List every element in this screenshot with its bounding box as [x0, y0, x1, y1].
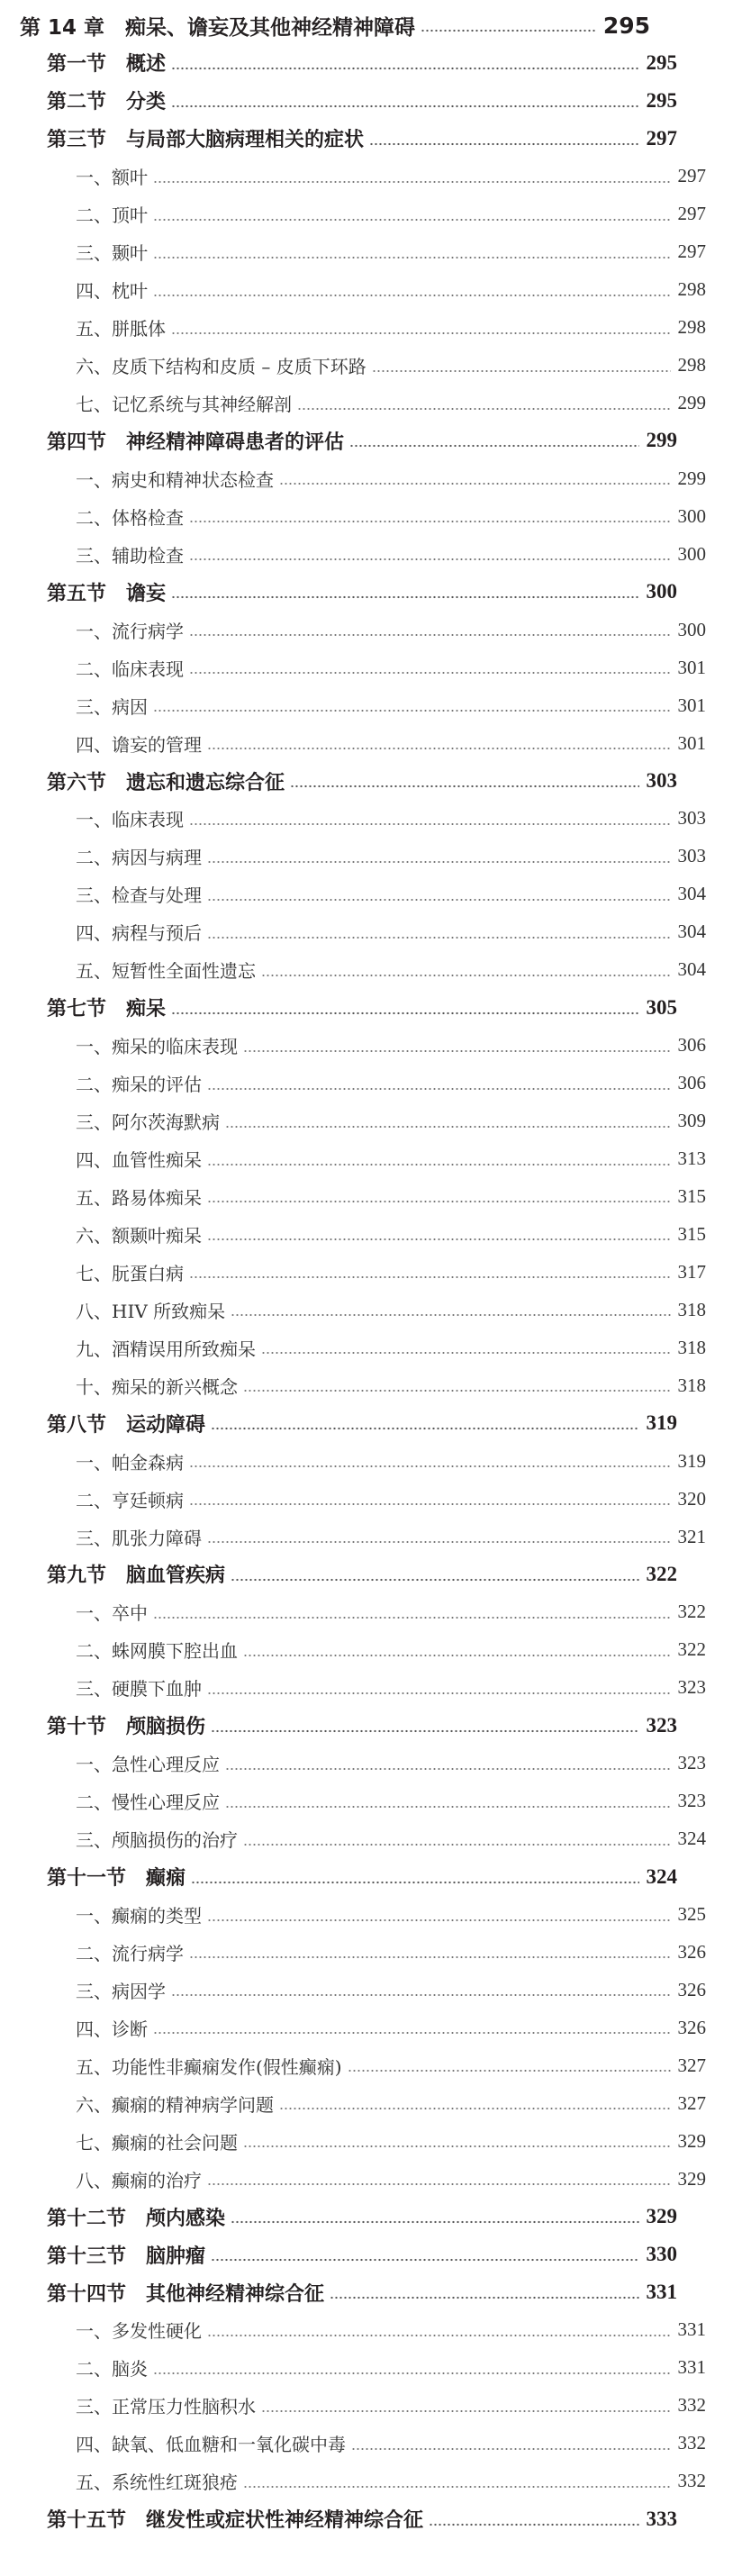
entry-title: 第十五节 继发性或症状性神经精神综合征 — [47, 2508, 424, 2533]
page-number: 319 — [646, 1411, 677, 1435]
entry-title: 二、脑炎 — [76, 2358, 148, 2381]
entry-title: 三、肌张力障碍 — [76, 1527, 202, 1549]
dot-leader — [207, 936, 671, 939]
entry-title: 二、临床表现 — [76, 658, 184, 680]
page-number: 333 — [646, 2507, 677, 2530]
subsection-entry[interactable] — [0, 876, 742, 912]
dot-leader — [243, 1389, 671, 1392]
dot-leader — [279, 482, 671, 485]
page-number: 330 — [646, 2243, 677, 2266]
subsection-entry[interactable] — [0, 2161, 742, 2197]
page-number: 332 — [677, 2394, 706, 2417]
entry-title: 第十一节 癫痫 — [47, 1866, 186, 1891]
entry-title: 五、路易体痴呆 — [76, 1186, 202, 1209]
page-number: 315 — [677, 1184, 706, 1207]
dot-leader — [231, 1313, 670, 1317]
dot-leader — [153, 294, 671, 297]
entry-title: 三、颞叶 — [76, 242, 148, 265]
page-number: 326 — [677, 1978, 706, 2000]
chapter-entry[interactable] — [0, 7, 670, 43]
dot-leader — [191, 1881, 638, 1884]
subsection-entry[interactable] — [0, 2009, 742, 2045]
section-entry[interactable] — [0, 2274, 713, 2310]
entry-title: 五、短暂性全面性遗忘 — [76, 960, 256, 983]
dot-leader — [171, 331, 671, 335]
entry-title: 一、多发性硬化 — [76, 2320, 202, 2343]
section-entry[interactable] — [0, 2501, 713, 2537]
entry-title: 六、皮质下结构和皮质 – 皮质下环路 — [76, 356, 366, 378]
dot-leader — [189, 1502, 671, 1506]
entry-title: 九、酒精误用所致痴呆 — [76, 1338, 256, 1360]
entry-title: 四、谵妄的管理 — [76, 733, 202, 756]
entry-title: 第七节 痴呆 — [47, 997, 167, 1021]
dot-leader — [171, 1011, 638, 1015]
subsection-entry[interactable] — [0, 2312, 742, 2348]
page-number: 329 — [677, 2167, 706, 2190]
entry-title: 三、阿尔茨海默病 — [76, 1111, 220, 1134]
subsection-entry[interactable] — [0, 310, 742, 346]
subsection-entry[interactable] — [0, 1443, 742, 1479]
page-number: 295 — [646, 50, 677, 74]
section-entry[interactable] — [0, 574, 713, 610]
dot-leader — [372, 369, 671, 373]
page-number: 306 — [677, 1034, 706, 1057]
entry-title: 三、辅助检查 — [76, 544, 184, 567]
dot-leader — [153, 2031, 671, 2035]
dot-leader — [207, 1087, 671, 1091]
section-entry[interactable] — [0, 83, 713, 119]
entry-title: 第 14 章 痴呆、谵妄及其他神经精神障碍 — [20, 15, 416, 40]
subsection-entry[interactable] — [0, 1821, 742, 1857]
page-number: 323 — [677, 1752, 706, 1774]
entry-title: 三、硬膜下血肿 — [76, 1678, 202, 1701]
section-entry[interactable] — [0, 422, 713, 458]
entry-title: 一、卒中 — [76, 1602, 148, 1625]
page-number: 301 — [677, 731, 706, 754]
subsection-entry[interactable] — [0, 1367, 742, 1403]
dot-leader — [171, 67, 638, 70]
section-entry[interactable] — [0, 1859, 713, 1895]
page-number: 327 — [677, 2091, 706, 2114]
dot-leader — [225, 1805, 671, 1809]
page-number: 300 — [677, 618, 706, 640]
page-number: 331 — [646, 2281, 677, 2303]
dot-leader — [211, 1427, 638, 1430]
entry-title: 第八节 运动障碍 — [47, 1412, 206, 1437]
entry-title: 三、病因 — [76, 695, 148, 718]
subsection-entry[interactable] — [0, 1783, 742, 1819]
subsection-entry[interactable] — [0, 725, 742, 761]
page-number: 299 — [677, 392, 706, 413]
entry-title: 四、病程与预后 — [76, 922, 202, 945]
page-number: 327 — [677, 2054, 706, 2076]
dot-leader — [211, 1729, 638, 1733]
page-number: 303 — [677, 807, 706, 830]
entry-title: 四、血管性痴呆 — [76, 1149, 202, 1171]
page-number: 299 — [646, 429, 677, 452]
entry-title: 十、痴呆的新兴概念 — [76, 1375, 238, 1398]
subsection-entry[interactable] — [0, 196, 742, 232]
dot-leader — [207, 2334, 671, 2337]
subsection-entry[interactable] — [0, 952, 742, 988]
subsection-entry[interactable] — [0, 1066, 742, 1102]
subsection-entry[interactable] — [0, 2047, 742, 2083]
entry-title: 八、癫痫的治疗 — [76, 2169, 202, 2191]
dot-leader — [290, 785, 638, 788]
entry-title: 三、检查与处理 — [76, 884, 202, 907]
entry-title: 一、额叶 — [76, 167, 148, 189]
subsection-entry[interactable] — [0, 649, 742, 685]
dot-leader — [330, 2296, 638, 2299]
dot-leader — [153, 180, 671, 184]
entry-title: 二、蛛网膜下腔出血 — [76, 1640, 238, 1663]
dot-leader — [153, 218, 671, 222]
dot-leader — [243, 2485, 671, 2489]
dot-leader — [348, 2069, 671, 2073]
subsection-entry[interactable] — [0, 460, 742, 496]
page-number: 297 — [677, 165, 706, 187]
page-number: 305 — [646, 995, 677, 1019]
subsection-entry[interactable] — [0, 612, 742, 648]
subsection-entry[interactable] — [0, 1934, 742, 1970]
dot-leader — [207, 898, 671, 902]
page-number: 298 — [677, 316, 706, 339]
page-number: 332 — [677, 2470, 706, 2492]
page-number: 299 — [677, 467, 706, 489]
page-number: 297 — [677, 240, 706, 263]
subsection-entry[interactable] — [0, 2350, 742, 2386]
subsection-entry[interactable] — [0, 1103, 742, 1139]
page-number: 322 — [646, 1562, 677, 1585]
entry-title: 一、流行病学 — [76, 620, 184, 642]
page-number: 331 — [677, 2318, 706, 2341]
subsection-entry[interactable] — [0, 385, 742, 422]
dot-leader — [429, 2523, 638, 2526]
section-entry[interactable] — [0, 763, 713, 799]
entry-title: 第十三节 脑肿瘤 — [47, 2244, 206, 2268]
section-entry[interactable] — [0, 2236, 713, 2272]
dot-leader — [243, 1654, 671, 1657]
entry-title: 一、急性心理反应 — [76, 1754, 220, 1776]
page-number: 295 — [646, 88, 677, 112]
dot-leader — [189, 520, 671, 523]
page-number: 332 — [677, 2432, 706, 2454]
entry-title: 四、诊断 — [76, 2018, 148, 2040]
subsection-entry[interactable] — [0, 1329, 742, 1365]
entry-title: 第三节 与局部大脑病理相关的症状 — [47, 128, 365, 152]
page-number: 325 — [677, 1903, 706, 1925]
subsection-entry[interactable] — [0, 1670, 742, 1706]
page-number: 297 — [677, 203, 706, 225]
entry-title: 三、正常压力性脑积水 — [76, 2396, 256, 2418]
subsection-entry[interactable] — [0, 2085, 742, 2121]
entry-title: 二、痴呆的评估 — [76, 1074, 202, 1096]
section-entry[interactable] — [0, 45, 713, 81]
entry-title: 三、颅脑损伤的治疗 — [76, 1829, 238, 1852]
section-entry[interactable] — [0, 1405, 713, 1441]
page-number: 300 — [677, 542, 706, 565]
entry-title: 二、病因与病理 — [76, 847, 202, 869]
entry-title: 第十四节 其他神经精神综合征 — [47, 2281, 325, 2306]
dot-leader — [171, 104, 638, 108]
dot-leader — [153, 2372, 671, 2375]
page-number: 298 — [677, 354, 706, 376]
subsection-entry[interactable] — [0, 1028, 742, 1064]
dot-leader — [171, 595, 638, 599]
page-number: 320 — [677, 1487, 706, 1510]
page-number: 319 — [677, 1449, 706, 1472]
subsection-entry[interactable] — [0, 1632, 742, 1668]
dot-leader — [207, 747, 671, 750]
dot-leader — [207, 1692, 671, 1695]
dot-leader — [261, 1351, 671, 1355]
subsection-entry[interactable] — [0, 2388, 742, 2424]
page-number: 297 — [646, 126, 677, 150]
entry-title: 第十二节 颅内感染 — [47, 2206, 226, 2230]
dot-leader — [189, 633, 671, 637]
section-entry[interactable] — [0, 121, 713, 157]
page-number: 309 — [677, 1110, 706, 1132]
dot-leader — [261, 2409, 671, 2413]
entry-title: 第二节 分类 — [47, 90, 167, 114]
page-number: 318 — [677, 1374, 706, 1396]
page-number: 298 — [677, 278, 706, 301]
dot-leader — [207, 1238, 671, 1241]
page-number: 321 — [677, 1525, 706, 1547]
entry-title: 一、痴呆的临床表现 — [76, 1036, 238, 1058]
page-number: 329 — [677, 2129, 706, 2152]
page-number: 295 — [602, 12, 650, 39]
dot-leader — [369, 142, 638, 146]
dot-leader — [207, 860, 671, 864]
dot-leader — [243, 1049, 671, 1053]
dot-leader — [153, 709, 671, 712]
entry-title: 三、病因学 — [76, 1980, 166, 2002]
subsection-entry[interactable] — [0, 348, 742, 384]
page-number: 323 — [677, 1790, 706, 1812]
entry-title: 五、胼胝体 — [76, 318, 166, 340]
dot-leader — [225, 1767, 671, 1771]
page-number: 301 — [677, 656, 706, 678]
subsection-entry[interactable] — [0, 498, 742, 534]
dot-leader — [297, 407, 671, 411]
subsection-entry[interactable] — [0, 1216, 742, 1252]
entry-title: 七、癫痫的社会问题 — [76, 2131, 238, 2154]
subsection-entry[interactable] — [0, 1481, 742, 1517]
entry-title: 二、体格检查 — [76, 506, 184, 529]
dot-leader — [207, 1200, 671, 1203]
page-number: 329 — [646, 2205, 677, 2228]
entry-title: 第五节 谵妄 — [47, 581, 167, 605]
page-number: 323 — [677, 1676, 706, 1699]
page-number: 306 — [677, 1072, 706, 1094]
dot-leader — [207, 1918, 671, 1922]
entry-title: 第六节 遗忘和遗忘综合征 — [47, 770, 285, 794]
page-number: 331 — [677, 2356, 706, 2379]
dot-leader — [349, 444, 638, 448]
page-number: 315 — [677, 1222, 706, 1245]
subsection-entry[interactable] — [0, 159, 742, 195]
entry-title: 第四节 神经精神障碍患者的评估 — [47, 430, 345, 454]
dot-leader — [211, 2258, 638, 2262]
dot-leader — [261, 974, 671, 977]
subsection-entry[interactable] — [0, 234, 742, 270]
subsection-entry[interactable] — [0, 1178, 742, 1214]
subsection-entry[interactable] — [0, 536, 742, 572]
entry-title: 一、癫痫的类型 — [76, 1905, 202, 1927]
page-number: 322 — [677, 1638, 706, 1661]
entry-title: 一、临床表现 — [76, 809, 184, 831]
dot-leader — [207, 1163, 671, 1166]
page-number: 318 — [677, 1298, 706, 1320]
subsection-entry[interactable] — [0, 1254, 742, 1290]
page-number: 318 — [677, 1336, 706, 1358]
page-number: 301 — [677, 694, 706, 716]
page-number: 300 — [677, 504, 706, 527]
entry-title: 二、流行病学 — [76, 1942, 184, 1964]
subsection-entry[interactable] — [0, 1897, 742, 1933]
entry-title: 一、帕金森病 — [76, 1451, 184, 1474]
entry-title: 八、HIV 所致痴呆 — [76, 1300, 226, 1322]
page-number: 304 — [677, 921, 706, 943]
subsection-entry[interactable] — [0, 839, 742, 875]
page-number: 323 — [646, 1713, 677, 1737]
entry-title: 第九节 脑血管疾病 — [47, 1564, 226, 1588]
entry-title: 七、朊蛋白病 — [76, 1262, 184, 1284]
entry-title: 五、功能性非癫痫发作(假性癫痫) — [76, 2055, 342, 2078]
dot-leader — [207, 2182, 671, 2186]
entry-title: 二、慢性心理反应 — [76, 1791, 220, 1814]
dot-leader — [225, 1125, 671, 1129]
subsection-entry[interactable] — [0, 1972, 742, 2008]
entry-title: 二、亨廷顿病 — [76, 1489, 184, 1511]
page-number: 326 — [677, 2016, 706, 2038]
subsection-entry[interactable] — [0, 1519, 742, 1555]
subsection-entry[interactable] — [0, 914, 742, 950]
section-entry[interactable] — [0, 1708, 713, 1744]
dot-leader — [153, 256, 671, 259]
dot-leader — [189, 671, 671, 675]
page-number: 313 — [677, 1147, 706, 1169]
dot-leader — [189, 558, 671, 561]
dot-leader — [421, 29, 596, 32]
section-entry[interactable] — [0, 1556, 713, 1592]
page-number: 303 — [646, 769, 677, 792]
page-number: 326 — [677, 1940, 706, 1963]
subsection-entry[interactable] — [0, 2426, 742, 2462]
dot-leader — [189, 1465, 671, 1468]
page-number: 300 — [646, 580, 677, 603]
subsection-entry[interactable] — [0, 2123, 742, 2159]
dot-leader — [243, 1843, 671, 1846]
dot-leader — [231, 2220, 638, 2224]
dot-leader — [231, 1578, 638, 1582]
dot-leader — [189, 1275, 671, 1279]
entry-title: 第一节 概述 — [47, 52, 167, 77]
page-number: 304 — [677, 883, 706, 905]
dot-leader — [351, 2447, 671, 2451]
entry-title: 一、病史和精神状态检查 — [76, 468, 274, 491]
entry-title: 六、额颞叶痴呆 — [76, 1224, 202, 1247]
subsection-entry[interactable] — [0, 687, 742, 723]
subsection-entry[interactable] — [0, 1141, 742, 1177]
subsection-entry[interactable] — [0, 1594, 742, 1630]
entry-title: 二、顶叶 — [76, 204, 148, 227]
entry-title: 六、癫痫的精神病学问题 — [76, 2093, 274, 2116]
dot-leader — [189, 1955, 671, 1959]
dot-leader — [153, 1616, 671, 1619]
page-number: 324 — [677, 1828, 706, 1850]
dot-leader — [207, 1540, 671, 1544]
page-number: 317 — [677, 1260, 706, 1283]
dot-leader — [243, 2145, 671, 2148]
entry-title: 四、缺氧、低血糖和一氧化碳中毒 — [76, 2434, 346, 2456]
subsection-entry[interactable] — [0, 1292, 742, 1328]
dot-leader — [171, 1993, 671, 1997]
dot-leader — [279, 2107, 671, 2110]
entry-title: 七、记忆系统与其神经解剖 — [76, 394, 292, 415]
section-entry[interactable] — [0, 990, 713, 1026]
subsection-entry[interactable] — [0, 801, 742, 837]
section-entry[interactable] — [0, 2199, 713, 2235]
subsection-entry[interactable] — [0, 1746, 742, 1782]
page-number: 322 — [677, 1601, 706, 1623]
page-number: 303 — [677, 845, 706, 867]
entry-title: 五、系统性红斑狼疮 — [76, 2472, 238, 2494]
subsection-entry[interactable] — [0, 2463, 742, 2499]
page-number: 324 — [646, 1864, 677, 1888]
entry-title: 四、枕叶 — [76, 280, 148, 303]
dot-leader — [189, 822, 671, 826]
subsection-entry[interactable] — [0, 272, 742, 308]
entry-title: 第十节 颅脑损伤 — [47, 1715, 206, 1739]
page-number: 304 — [677, 958, 706, 981]
